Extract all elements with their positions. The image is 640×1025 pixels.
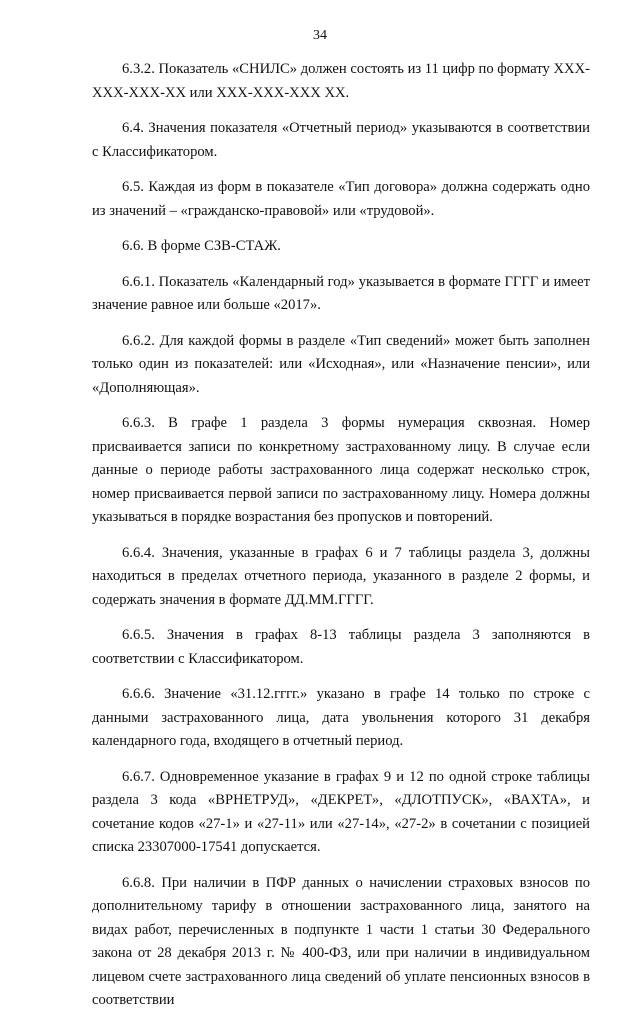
paragraph-6-3-2: 6.3.2. Показатель «СНИЛС» должен состоять из 11 цифр по формату XXX-XXX-XXX-XX или XXX-XXX-XXX XX.: [92, 61, 590, 101]
paragraph-6-6-5: 6.6.5. Значения в графах 8-13 таблицы раздела 3 заполняются в соответствии с Классификатором.: [92, 627, 590, 667]
paragraph-6-6-1: 6.6.1. Показатель «Календарный год» указывается в формате ГГГГ и имеет значение равное или больше «2017».: [92, 273, 590, 313]
paragraph-6-6-2: 6.6.2. Для каждой формы в разделе «Тип сведений» может быть заполнен только один из показателей: или «Исходная», или «Назначение пенсии», или «Дополняющая».: [92, 332, 590, 396]
paragraph-6-6-6: 6.6.6. Значение «31.12.гггг.» указано в графе 14 только по строке с данными застрахованного лица, дата увольнения которого 31 декабря календарного года, входящего в отчетный период.: [92, 686, 590, 749]
paragraph-6-6-8: 6.6.8. При наличии в ПФР данных о начислении страховых взносов по дополнительному тарифу в отношении застрахованного лица, занятого на видах работ, перечисленных в подпункте 1 части 1 статьи 30 Федерального закона от 28 декабря 2013 г. № 400-ФЗ, или при наличии в индивидуальном лицевом счете застрахованного лица сведений об уплате пенсионных взносов в соответствии: [92, 874, 590, 1008]
paragraph-6-5: 6.5. Каждая из форм в показателе «Тип договора» должна содержать одно из значений – «гражданско-правовой» или «трудовой».: [92, 179, 590, 219]
page-number: 34: [313, 28, 327, 43]
paragraph-6-6-7: 6.6.7. Одновременное указание в графах 9 и 12 по одной строке таблицы раздела 3 кода «ВРНЕТРУД», «ДЕКРЕТ», «ДЛОТПУСК», «ВАХТА», и сочетание кодов «27-1» и «27-11» или «27-14», «27-2» в сочетании с позицией списка 23307000-17541 допускается.: [92, 768, 590, 855]
paragraph-6-6-4: 6.6.4. Значения, указанные в графах 6 и 7 таблицы раздела 3, должны находиться в пределах отчетного периода, указанного в разделе 2 формы, и содержать значения в формате ДД.ММ.ГГГГ.: [92, 544, 590, 608]
paragraph-6-4: 6.4. Значения показателя «Отчетный период» указываются в соответствии с Классификатором.: [92, 120, 590, 160]
paragraph-6-6: 6.6. В форме СЗВ-СТАЖ.: [122, 238, 281, 254]
document-body: [92, 58, 590, 1025]
paragraph-6-6-3: 6.6.3. В графе 1 раздела 3 формы нумерация сквозная. Номер присваивается записи по конкретному застрахованному лицу. В случае если данные о периоде работы застрахованного лица содержат несколько строк, номер присваивается первой записи по застрахованному лицу. Номера должны указываться в порядке возрастания без пропусков и повторений.: [92, 415, 590, 525]
